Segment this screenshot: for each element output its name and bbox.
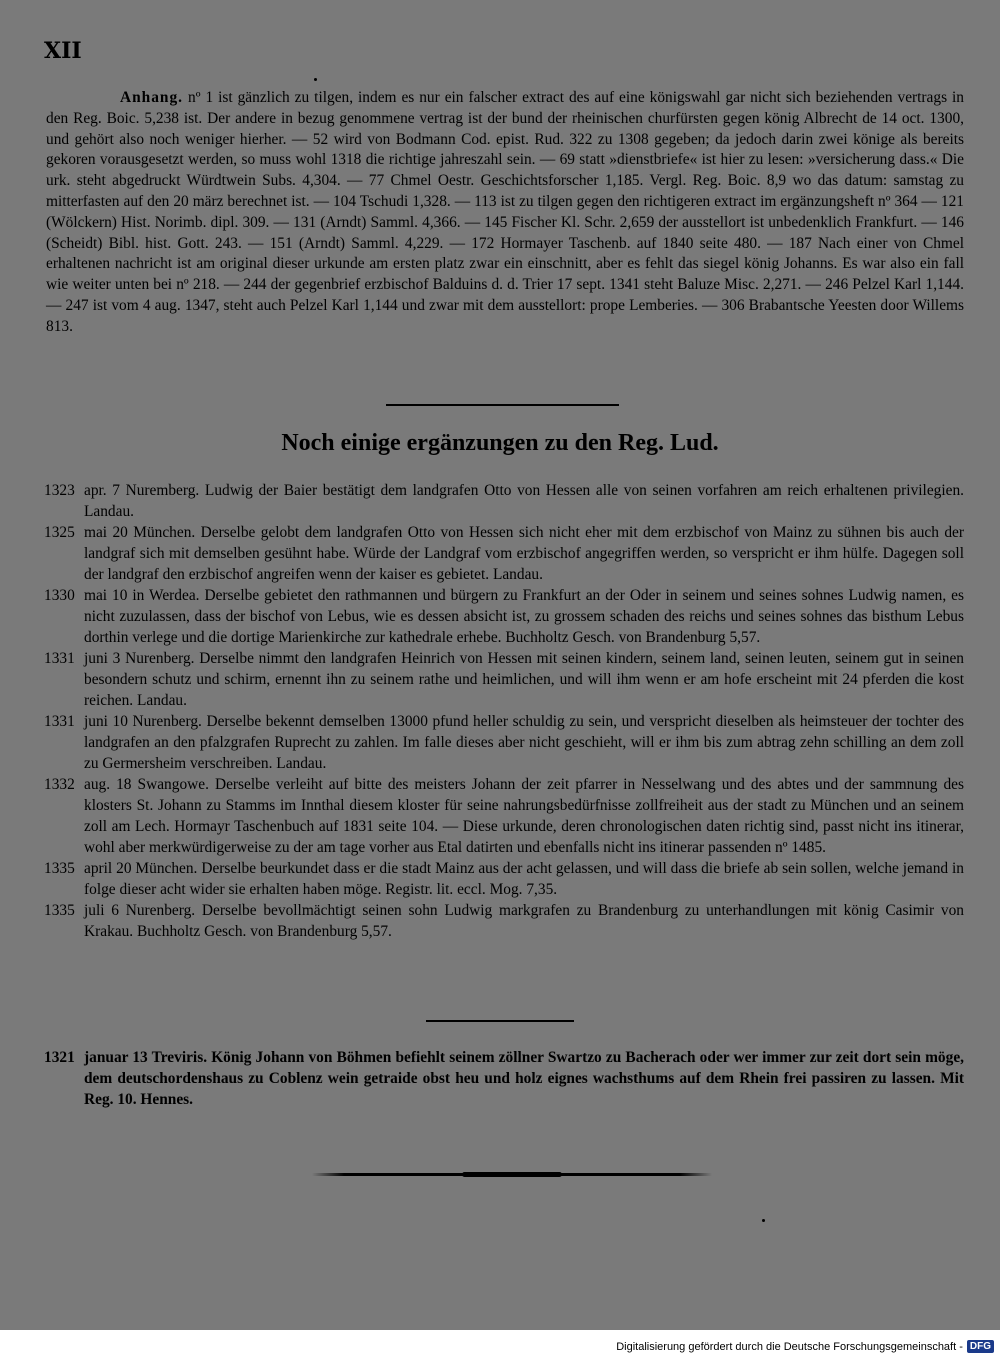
section-heading: Noch einige ergänzungen zu den Reg. Lud. — [281, 430, 719, 456]
entry-year: 1321 — [44, 1049, 75, 1066]
entry-year: 1335 — [44, 902, 75, 919]
entry-year: 1323 — [44, 482, 75, 499]
page-number: XII — [44, 38, 82, 64]
entry-text: mai 20 München. Derselbe gelobt dem landgrafen Otto von Hessen sich nicht eher mit dem erzbischof von Mainz zu sühnen bis auch der landgraf sich mit demselben gesühnt habe. Würde der Landgraf vom erzbischof angegriffen werden, so verspricht er ihm hülfe. Dagegen soll der landgraf den erzbischof angreifen wenn der kaiser es gebietet. Landau. — [84, 524, 964, 583]
entry-text: apr. 7 Nuremberg. Ludwig der Baier bestätigt dem landgrafen Otto von Hessen alle von seinen vorfahren am reich erhaltenen privilegien. Landau. — [84, 482, 964, 520]
list-item — [44, 522, 964, 585]
anhang-label: Anhang. — [120, 89, 184, 106]
section-divider — [386, 404, 619, 406]
list-item — [44, 858, 964, 900]
entry-year: 1331 — [44, 713, 75, 730]
list-item — [44, 648, 964, 711]
section-divider — [426, 1020, 574, 1022]
anhang-text: nº 1 ist gänzlich zu tilgen, indem es nur ein falscher extract des auf eine königswahl gar nicht sich beziehenden vertrags in den Reg. Boic. 5,238 ist. Der andere in bezug genommene vertrag ist der bund der rheinischen churfürsten gegen könig Albrecht de 14 oct. 1300, und gehört also noch weniger hierher. — 52 wird von Bodmann Cod. epist. Rud. 322 zu 1308 gegeben; da jedoch darin zwei könige als bereits gekoren vorausgesetzt werden, so muss wohl 1318 die richtige jahreszahl sein. — 69 statt »dienstbriefe« ist hier zu lesen: »versicherung dass.« Die urk. steht abgedruckt Würdtwein Subs. 4,304. — 77 Chmel Oestr. Geschichtsforscher 1,185. Vergl. Reg. Boic. 8,9 wo das datum: samstag zu mitterfasten auf den 20 märz berechnet ist. — 104 Tschudi 1,328. — 113 ist zu tilgen gegen den richtigeren extract im ergänzungsheft nº 364 — 121 (Wölckern) Hist. Norimb. dipl. 309. — 131 (Arndt) Samml. 4,366. — 145 Fischer Kl. Schr. 2,659 der ausstellort ist unbedenklich Frankfurt. — 146 (Scheidt) Bibl. hist. Gott. 243. — 151 (Arndt) Samml. 4,229. — 172 Hormayer Taschenb. auf 1840 seite 480. — 187 Nach einer von Chmel erhaltenen nachricht ist am original dieser urkunde am ersten platz zwar ein einschnitt, aber es fehlt das siegel könig Johanns. Es war also ein fall wie weiter unten bei nº 218. — 244 der gegenbrief erzbischof Balduins d. d. Trier 17 sept. 1341 steht Baluze Misc. 2,271. — 246 Pelzel Karl 1,144. — 247 ist vom 4 aug. 1347, steht auch Pelzel Karl 1,144 und zwar mit dem ausstellort: prope Lemberies. — 306 Brabantsche Yeesten door Willems 813. — [46, 89, 964, 335]
entry-year: 1332 — [44, 776, 75, 793]
entry-text: januar 13 Treviris. König Johann von Böhmen befiehlt seinem zöllner Swartzo zu Bacherach oder wer immer zur zeit dort sein möge, dem deutschordenshaus zu Coblenz wein getraide obst heu und holz eignes wachsthums auf dem Rhein frei passiren zu lassen. Mit Reg. 10. Hennes. — [84, 1049, 964, 1108]
dfg-logo-icon: DFG — [967, 1340, 994, 1353]
entry-text: juni 10 Nurenberg. Derselbe bekennt demselben 13000 pfund heller schuldig zu sein, und verspricht dieselben als heimsteuer der tochter des landgrafen an den pfalzgrafen Ruprecht zu zahlen. Im falle dieses aber nicht geschieht, will er ihm bis zum abtrag zehn schilling an dem zoll zu Germersheim verschreiben. Landau. — [84, 713, 964, 772]
entry-text: juni 3 Nurenberg. Derselbe nimmt den landgrafen Heinrich von Hessen mit seinen kindern, seinem land, seinen leuten, seinem gut in seinen besondern schutz und schirm, ernennt ihn zu seinem rathe und heimlichen, und will ihm wenn er am hofe erscheint mit 24 pferden die kost reichen. Landau. — [84, 650, 964, 709]
addendum-entry — [44, 1047, 964, 1110]
entry-year: 1331 — [44, 650, 75, 667]
list-item — [44, 585, 964, 648]
list-item — [44, 774, 964, 858]
entry-year: 1325 — [44, 524, 75, 541]
entry-text: juli 6 Nurenberg. Derselbe bevollmächtigt seinen sohn Ludwig markgrafen zu Brandenburg zu unterhandlungen mit könig Casimir von Krakau. Buchholtz Gesch. von Brandenburg 5,57. — [84, 902, 964, 940]
list-item — [44, 480, 964, 522]
list-item — [44, 900, 964, 942]
entries-list — [44, 480, 964, 942]
footer-text: Digitalisierung gefördert durch die Deutsche Forschungsgemeinschaft - — [616, 1340, 963, 1353]
entry-year: 1335 — [44, 860, 75, 877]
footer-credit — [616, 1340, 994, 1353]
entry-text: mai 10 in Werdea. Derselbe gebietet den rathmannen und bürgern zu Frankfurt an der Oder in seinem und seines sohnes Ludwig namen, es nicht zuzulassen, dass der bischof von Lebus, wie es dessen absicht ist, zu grossem schaden des reichs und seines sohnes das bisthum Lebus dorthin verlege und die dortige Marienkirche zur kathedrale erhebe. Buchholtz Gesch. von Brandenburg 5,57. — [84, 587, 964, 646]
entry-text: aug. 18 Swangowe. Derselbe verleiht auf bitte des meisters Johann der zeit pfarrer in Nesselwang und des abtes und der sammnung des klosters St. Johann zu Stamms im Innthal diesem kloster für seine nahrungsbedürfnisse zollfreiheit aus der stadt zu München und an seinem zoll am Lech. Hormayr Taschenbuch auf 1831 seite 104. — Diese urkunde, deren chronologischen daten richtig sind, passt nicht ins itinerar, wohl aber merkwürdigerweise zu der am tage vorher aus Etal datirten und ebenfalls nicht ins itinerar passenden nº 1485. — [84, 776, 964, 856]
speck — [314, 78, 317, 81]
end-ornament-rule — [312, 1173, 712, 1176]
entry-year: 1330 — [44, 587, 75, 604]
list-item — [44, 711, 964, 774]
speck — [762, 1219, 765, 1222]
anhang-paragraph — [46, 88, 964, 338]
entry-text: april 20 München. Derselbe beurkundet dass er die stadt Mainz aus der acht gelassen, und will dass die briefe ab sein sollen, welche jemand in folge dieser acht wider sie erhalten haben möge. Registr. lit. eccl. Mog. 7,35. — [84, 860, 964, 898]
list-item — [44, 1047, 964, 1110]
